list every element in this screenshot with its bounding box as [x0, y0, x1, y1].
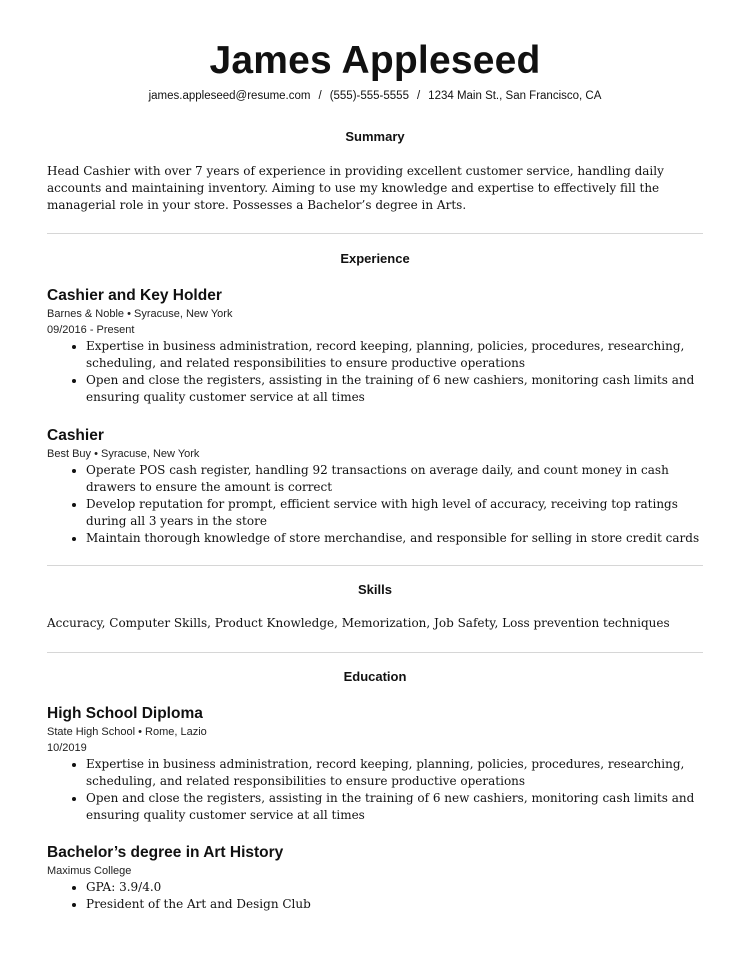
section-divider [47, 565, 703, 566]
experience-section [47, 250, 703, 268]
education-title: Bachelor’s degree in Art History [47, 844, 284, 861]
summary-text: Head Cashier with over 7 years of experience in providing excellent customer service, handling daily accounts and maintaining inventory. Aiming to use my knowledge and expertise to effectively fill the managerial role in your store. Possesses a Bachelor’s degree in Arts. [47, 164, 664, 212]
contact-line [47, 88, 703, 104]
skills-text: Accuracy, Computer Skills, Product Knowledge, Memorization, Job Safety, Loss prevention techniques [47, 616, 670, 630]
education-bullets [47, 879, 703, 913]
section-title-skills: Skills [358, 582, 392, 597]
job-title: Cashier and Key Holder [47, 287, 222, 304]
list-item: • President of the Art and Design Club [86, 896, 703, 913]
list-item: • Open and close the registers, assisting in the training of 6 new cashiers, monitoring cash limits and ensuring quality customer service at all times [86, 790, 703, 824]
job-company: Best Buy • Syracuse, New York [47, 448, 200, 460]
job-bullets [47, 338, 703, 406]
job-entry [47, 426, 703, 547]
resume-page [47, 0, 703, 911]
section-divider [47, 652, 703, 653]
section-divider [47, 233, 703, 234]
list-item: • Open and close the registers, assisting in the training of 6 new cashiers, monitoring cash limits and ensuring quality customer service at all times [86, 372, 703, 406]
education-bullets [47, 756, 703, 824]
education-entry [47, 704, 703, 824]
address-text: 1234 Main St., San Francisco, CA [428, 90, 602, 102]
phone-text: (555)-555-5555 [329, 90, 409, 102]
list-item: • GPA: 3.9/4.0 [86, 879, 703, 896]
list-item: • Operate POS cash register, handling 92 transactions on average daily, and count money in cash drawers to ensure the amount is correct [86, 462, 703, 496]
job-entry [47, 286, 703, 406]
job-bullets [47, 462, 703, 547]
list-item: • Develop reputation for prompt, efficient service with high level of accuracy, receiving top ratings during all 3 years in the store [86, 496, 703, 530]
education-dates: 10/2019 [47, 742, 87, 754]
job-company: Barnes & Noble • Syracuse, New York [47, 308, 233, 320]
summary-section [47, 128, 703, 214]
education-school: State High School • Rome, Lazio [47, 726, 207, 738]
skills-section [47, 581, 703, 632]
contact-separator: / [416, 90, 421, 102]
education-school: Maximus College [47, 865, 132, 877]
email-text: james.appleseed@resume.com [148, 90, 311, 102]
job-title: Cashier [47, 427, 104, 444]
resume-name: James Appleseed [209, 39, 541, 82]
list-item: • Maintain thorough knowledge of store merchandise, and responsible for selling in store credit cards [86, 530, 703, 547]
section-title-education: Education [343, 669, 407, 684]
section-title-summary: Summary [345, 129, 405, 144]
section-title-experience: Experience [340, 251, 410, 266]
job-dates: 09/2016 - Present [47, 324, 135, 336]
contact-separator: / [318, 90, 322, 102]
education-title: High School Diploma [47, 705, 203, 722]
education-entry [47, 843, 703, 913]
list-item: • Expertise in business administration, record keeping, planning, policies, procedures, researching, scheduling, and related responsibilities to ensure productive operations [86, 756, 703, 790]
list-item: • Expertise in business administration, record keeping, planning, policies, procedures, researching, scheduling, and related responsibilities to ensure productive operations [86, 338, 703, 372]
education-section [47, 668, 703, 686]
